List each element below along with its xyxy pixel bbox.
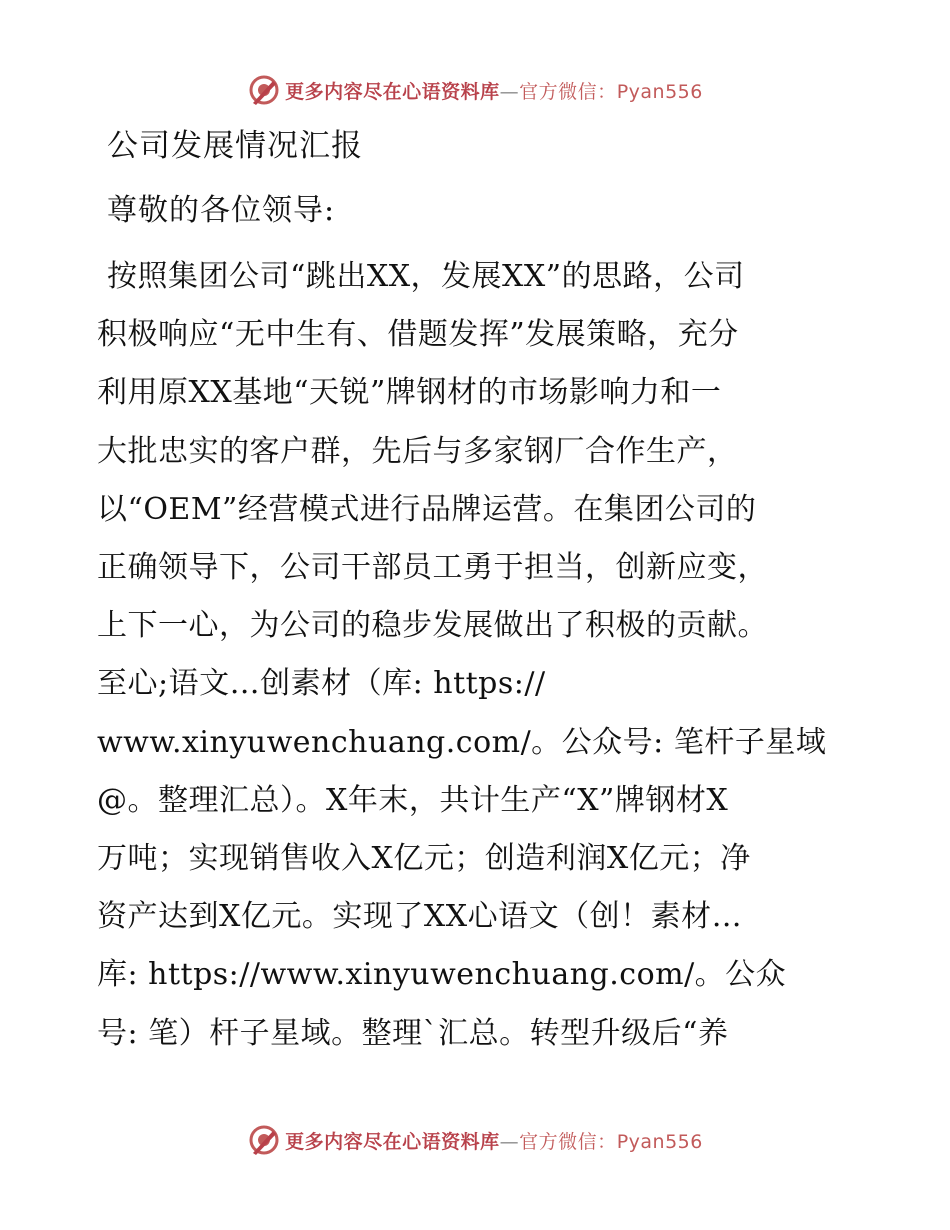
body-line: 正确领导下，公司干部员工勇于担当，创新应变，	[97, 550, 768, 586]
footer-watermark	[0, 1120, 950, 1160]
document-body	[97, 118, 857, 1063]
body-line: 号: 笔）杆子星域。整理`汇总。转型升级后“养	[97, 1015, 729, 1051]
document-title: 公司发展情况汇报	[107, 128, 363, 164]
body-line: 大批忠实的客户群，先后与多家钢厂合作生产，	[97, 433, 738, 469]
body-paragraph	[97, 248, 857, 1063]
body-line: @。整理汇总）。X年末，共计生产“X”牌钢材X	[97, 782, 729, 818]
body-line: www.xinyuwenchuang.com/。公众号: 笔杆子星域	[97, 724, 827, 760]
salutation: 尊敬的各位领导:	[107, 193, 336, 228]
body-line: 上下一心，为公司的稳步发展做出了积极的贡献。	[97, 608, 768, 644]
body-line: 至心;语文…创素材（库: https://	[97, 666, 546, 702]
body-line: 万吨；实现销售收入X亿元；创造利润X亿元；净	[97, 841, 751, 877]
body-line: 库: https://www.xinyuwenchuang.com/。公众	[97, 957, 787, 993]
pen-logo-icon	[247, 1123, 281, 1157]
pen-logo-icon	[247, 73, 281, 107]
body-line: 积极响应“无中生有、借题发挥”发展策略，充分	[97, 317, 739, 353]
body-line: 以“OEM”经营模式进行品牌运营。在集团公司的	[97, 491, 757, 527]
header-watermark	[0, 70, 950, 110]
watermark-text: 更多内容尽在心语资料库—官方微信：Pyan556	[285, 80, 703, 103]
body-line: 按照集团公司“跳出XX，发展XX”的思路，公司	[107, 259, 745, 294]
watermark-text: 更多内容尽在心语资料库—官方微信：Pyan556	[285, 1130, 703, 1153]
body-line: 资产达到X亿元。实现了XX心语文（创！素材…	[97, 899, 743, 935]
body-line: 利用原XX基地“天锐”牌钢材的市场影响力和一	[97, 375, 722, 411]
